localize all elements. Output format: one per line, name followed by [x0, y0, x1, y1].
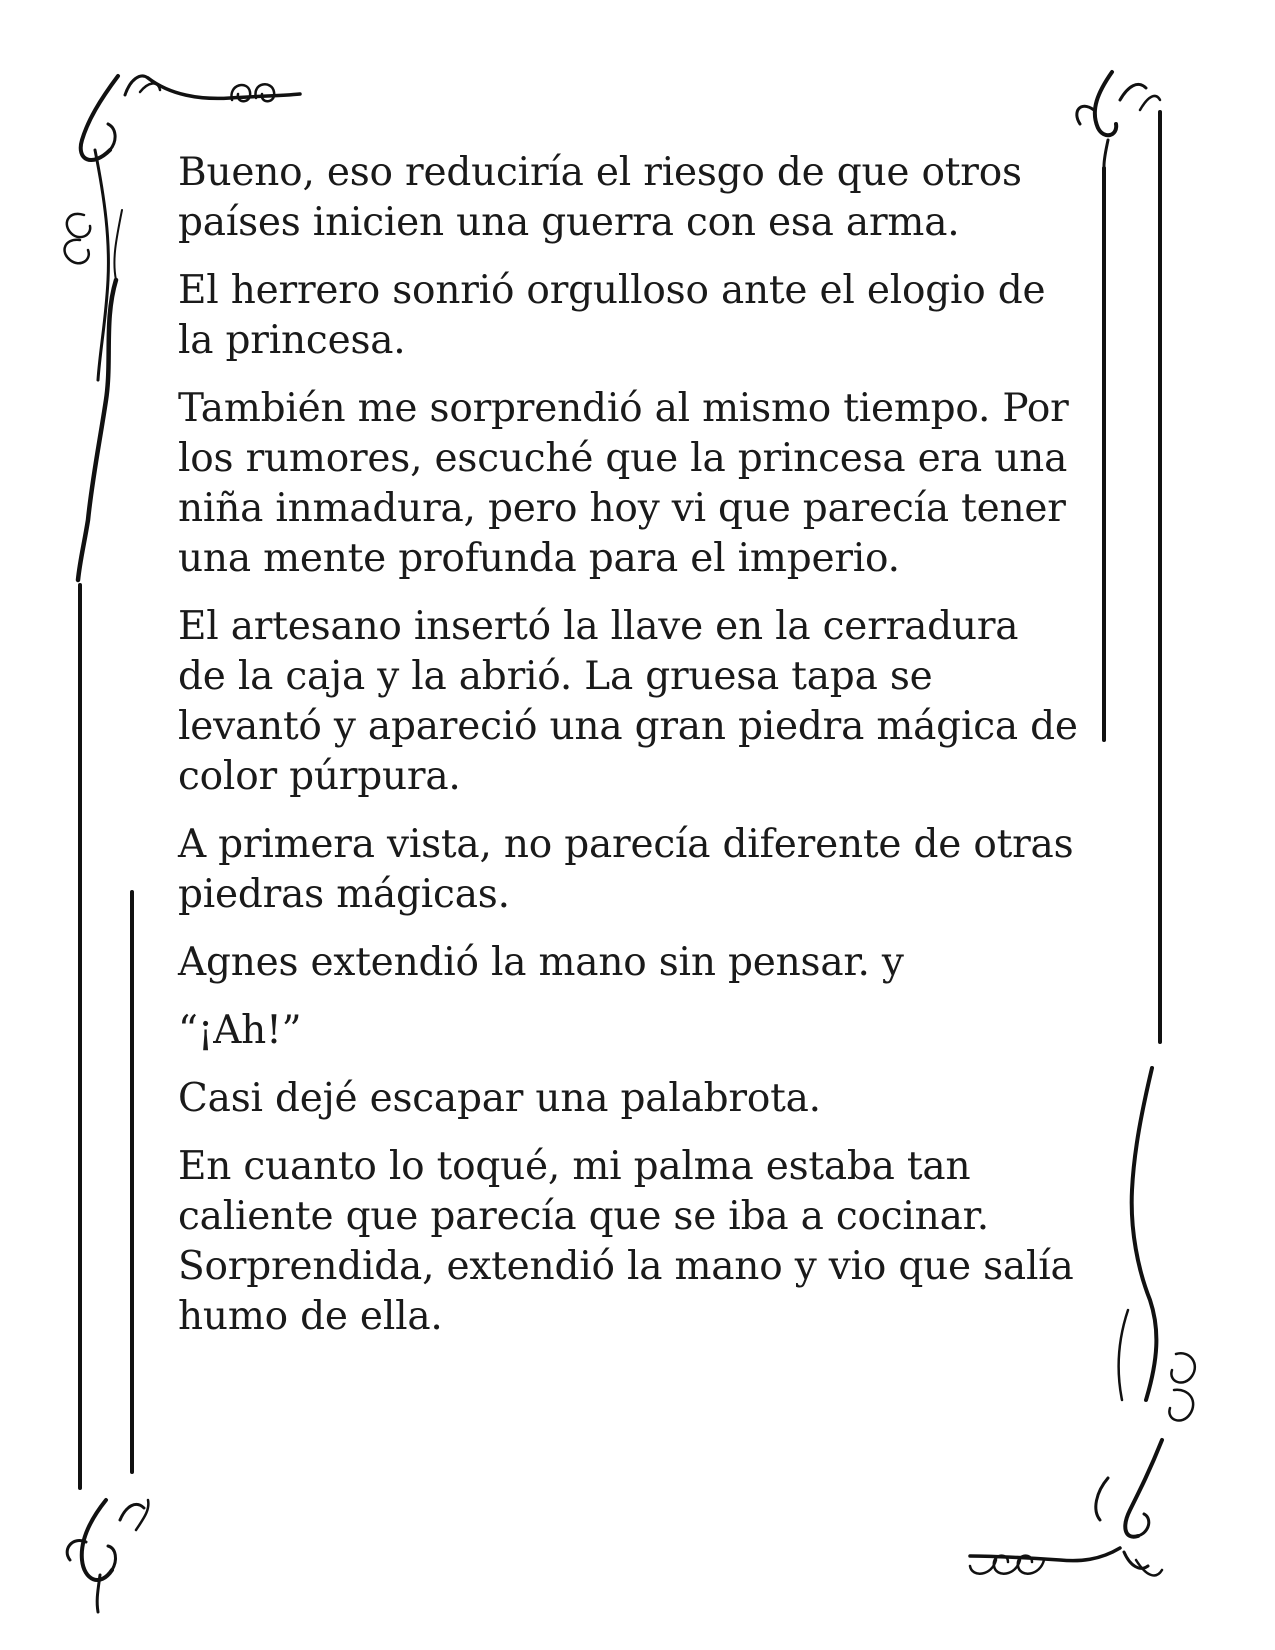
- paragraph: A primera vista, no parecía diferente de otras piedras mágicas.: [178, 822, 1074, 917]
- paragraph: Agnes extendió la mano sin pensar. y: [178, 940, 904, 985]
- body-text: [178, 148, 1078, 1360]
- flourish-bottom-left: [67, 1500, 148, 1612]
- paragraph: El herrero sonrió orgulloso ante el elogio de la princesa.: [178, 268, 1046, 363]
- paragraph: Bueno, eso reduciría el riesgo de que otros países inicien una guerra con esa arma.: [178, 150, 1022, 245]
- paragraph: El artesano insertó la llave en la cerradura de la caja y la abrió. La gruesa tapa se levantó y apareció una gran piedra mágica de color púrpura.: [178, 604, 1078, 799]
- paragraph: En cuanto lo toqué, mi palma estaba tan caliente que parecía que se iba a cocinar. Sorprendida, extendió la mano y vio que salía humo de ella.: [178, 1144, 1074, 1339]
- paragraph: Casi dejé escapar una palabrota.: [178, 1076, 821, 1121]
- paragraph: También me sorprendió al mismo tiempo. Por los rumores, escuché que la princesa era una niña inmadura, pero hoy vi que parecía tener una mente profunda para el imperio.: [178, 386, 1069, 581]
- flourish-top-right: [1077, 72, 1160, 166]
- paragraph-exclamation: “¡Ah!”: [178, 1008, 302, 1053]
